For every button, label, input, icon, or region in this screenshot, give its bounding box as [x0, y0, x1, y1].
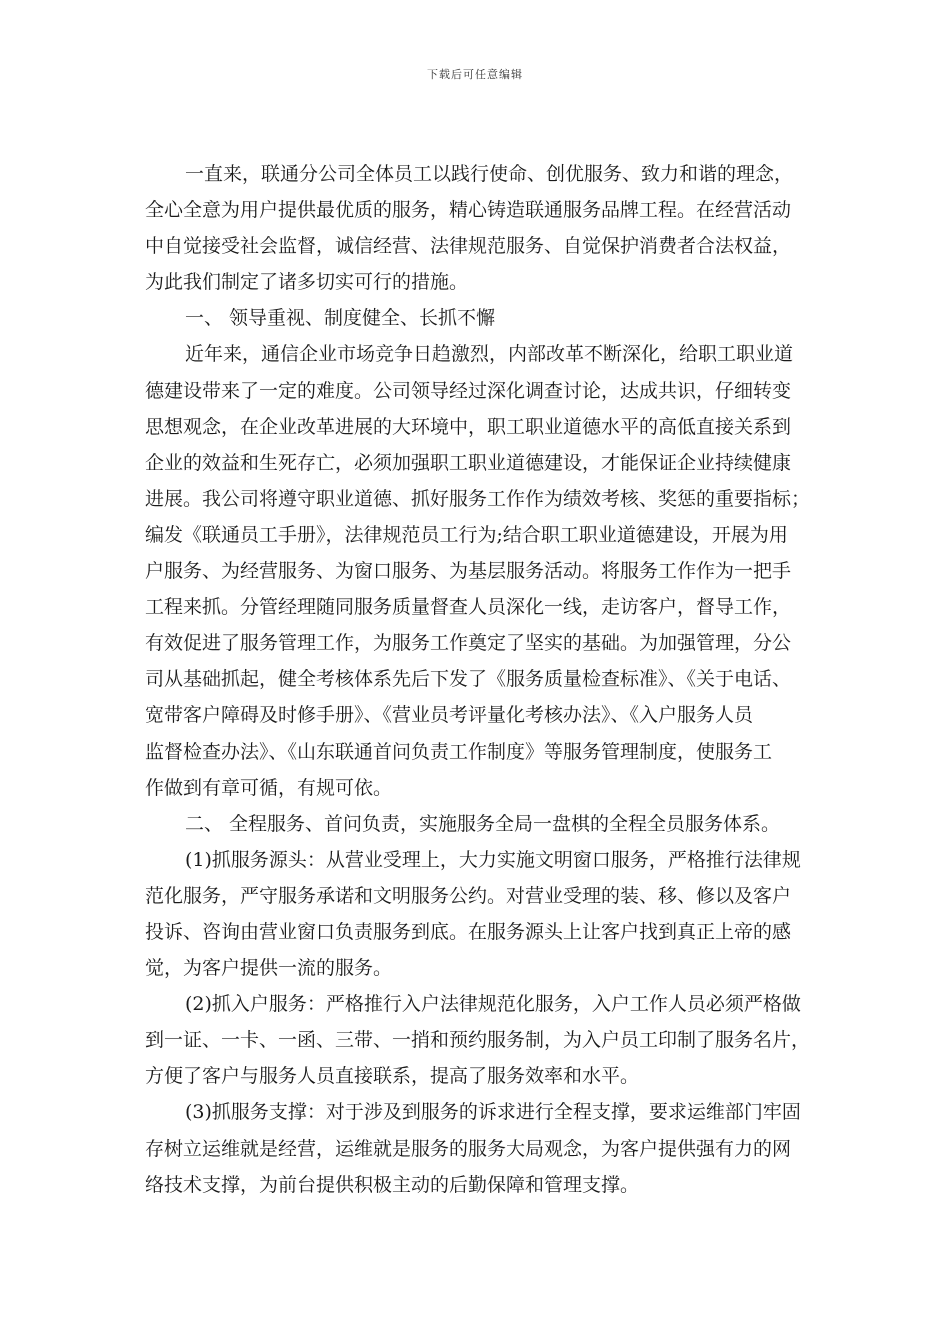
text-line: 二、 全程服务、首问负责，实施服务全局一盘棋的全程全员服务体系。	[185, 812, 781, 835]
text-line: 到一证、一卡、一函、三带、一捎和预约服务制，为入户员工印制了服务名片，	[145, 1029, 811, 1052]
text-line: 为此我们制定了诸多切实可行的措施。	[145, 271, 469, 294]
text-line: 觉，为客户提供一流的服务。	[145, 957, 393, 980]
text-line: 编发《联通员工手册》，法律规范员工行为;结合职工职业道德建设，开展为用	[145, 523, 788, 546]
text-line: (1)抓服务源头：从营业受理上，大力实施文明窗口服务，严格推行法律规	[185, 848, 801, 871]
text-line: 工程来抓。分管经理随同服务质量督查人员深化一线，走访客户，督导工作，	[145, 596, 792, 619]
text-line: 络技术支撑，为前台提供积极主动的后勤保障和管理支撑。	[145, 1173, 640, 1196]
text-line: 一直来，联通分公司全体员工以践行使命、创优服务、致力和谐的理念，	[185, 163, 794, 185]
text-line: 方便了客户与服务人员直接联系，提高了服务效率和水平。	[145, 1065, 640, 1088]
text-line: 思想观念，在企业改革进展的大环境中，职工职业道德水平的高低直接关系到	[145, 415, 792, 438]
text-line: 监督检查办法》、《山东联通首问负责工作制度》等服务管理制度，使服务工	[145, 740, 773, 763]
text-line: 户服务、为经营服务、为窗口服务、为基层服务活动。将服务工作作为一把手	[145, 560, 792, 583]
text-line: 存树立运维就是经营，运维就是服务的服务大局观念，为客户提供强有力的网	[145, 1137, 792, 1160]
text-line: 司从基础抓起，健全考核体系先后下发了《服务质量检查标准》、《关于电话、	[145, 668, 792, 691]
text-line: 宽带客户障碍及时修手册》、《营业员考评量化考核办法》、《入户服务人员	[145, 704, 754, 727]
text-line: (2)抓入户服务：严格推行入户法律规范化服务，入户工作人员必须严格做	[185, 993, 801, 1016]
text-line: 有效促进了服务管理工作，为服务工作奠定了坚实的基础。为加强管理，分公	[145, 632, 792, 655]
text-line: 进展。我公司将遵守职业道德、抓好服务工作作为绩效考核、奖惩的重要指标；	[145, 487, 811, 510]
text-line: 范化服务，严守服务承诺和文明服务公约。对营业受理的装、移、修以及客户	[145, 884, 792, 907]
text-line: 全心全意为用户提供最优质的服务，精心铸造联通服务品牌工程。在经营活动	[145, 199, 792, 222]
text-line: 企业的效益和生死存亡，必须加强职工职业道德建设，才能保证企业持续健康	[145, 451, 792, 474]
text-line: 一、 领导重视、制度健全、长抓不懈	[185, 307, 496, 330]
text-line: 德建设带来了一定的难度。公司领导经过深化调查讨论，达成共识，仔细转变	[145, 379, 792, 402]
document-body	[145, 156, 821, 1203]
text-line: 投诉、咨询由营业窗口负责服务到底。在服务源头上让客户找到真正上帝的感	[145, 920, 792, 943]
text-line: 作做到有章可循，有规可依。	[145, 776, 393, 799]
text-line: 中自觉接受社会监督，诚信经营、法律规范服务、自觉保护消费者合法权益，	[145, 235, 792, 258]
page-header: 下载后可任意编辑	[427, 68, 523, 81]
text-line: 近年来，通信企业市场竞争日趋激烈，内部改革不断深化，给职工职业道	[185, 343, 794, 366]
text-line: (3)抓服务支撑：对于涉及到服务的诉求进行全程支撑，要求运维部门牢固	[185, 1101, 801, 1124]
